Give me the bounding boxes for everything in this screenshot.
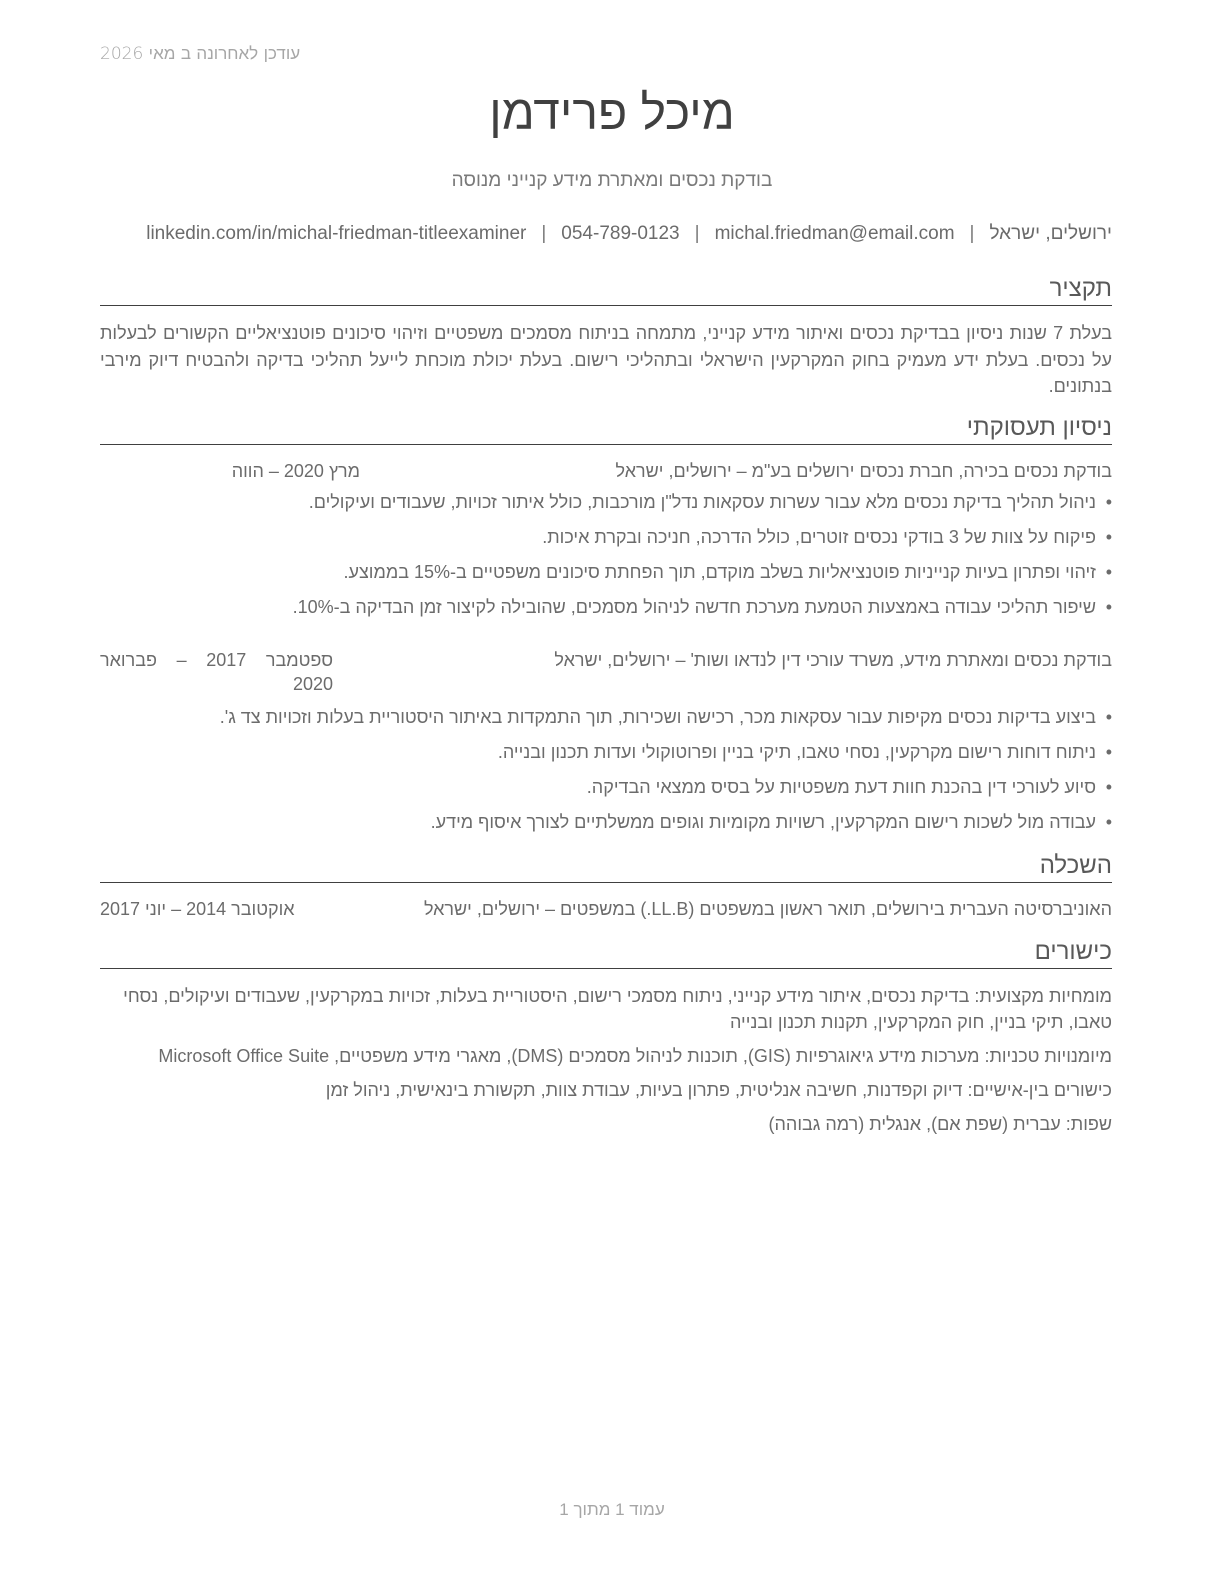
contact-separator: |	[541, 223, 547, 244]
contact-separator: |	[969, 223, 975, 244]
education-heading: השכלה	[100, 851, 1112, 883]
job-entry	[100, 648, 1112, 834]
skill-line: שפות: עברית (שפת אם), אנגלית (רמה גבוהה)	[768, 1114, 1112, 1134]
job-title: בודקת נכסים בכירה, חברת נכסים ירושלים בע"מ – ירושלים, ישראל	[615, 461, 1112, 481]
summary-heading: תקציר	[100, 274, 1112, 306]
job-bullets	[100, 490, 1112, 619]
skills-heading: כישורים	[100, 937, 1112, 969]
contact-location: ירושלים, ישראל	[989, 223, 1112, 244]
job-entry	[100, 459, 1112, 619]
skill-line: מיומנויות טכניות: מערכות מידע גיאוגרפיות (GIS), תוכנות לניהול מסמכים (DMS), מאגרי מידע משפטיים, Microsoft Office Suite	[158, 1046, 1112, 1066]
experience-section	[100, 413, 1112, 834]
bullet-item: • ביצוע בדיקות נכסים מקיפות עבור עסקאות מכר, רכישה ושכירות, תוך התמקדות באיתור היסטוריית בעלות וזכויות צד ג'.	[100, 705, 1096, 729]
job-header	[100, 459, 1112, 483]
education-section	[100, 851, 1112, 921]
job-title: בודקת נכסים ומאתרת מידע, משרד עורכי דין לנדאו ושות' – ירושלים, ישראל	[554, 650, 1112, 670]
summary-section	[100, 274, 1112, 400]
contact-separator: |	[694, 223, 700, 244]
contact-line	[100, 223, 1112, 245]
bullet-item: • ניהול תהליך בדיקת נכסים מלא עבור עשרות עסקאות נדל"ן מורכבות, כולל איתור זכויות, שעבודים ועיקולים.	[100, 490, 1096, 514]
job-dates: ספטמבר 2017 – פברואר 2020	[100, 650, 333, 694]
last-updated: עודכן לאחרונה ב מאי 2026	[100, 44, 301, 64]
bullet-item: • פיקוח על צוות של 3 בודקי נכסים זוטרים, כולל הדרכה, חניכה ובקרת איכות.	[100, 525, 1096, 549]
summary-text: בעלת 7 שנות ניסיון בבדיקת נכסים ואיתור מידע קנייני, מתמחה בניתוח מסמכים משפטיים וזיהוי סיכונים פוטנציאליים הקשורים לבעלות על נכסים. בעלת ידע מעמיק בחוק המקרקעין הישראלי ובתהליכי רישום. בעלת יכולת מוכחת לייעל תהליכי בדיקה ולהבטיח דיוק מירבי בנתונים.	[100, 323, 1112, 396]
page-number: עמוד 1 מתוך 1	[559, 1500, 665, 1519]
candidate-headline: בודקת נכסים ומאתרת מידע קנייני מנוסה	[451, 170, 773, 191]
job-bullets	[100, 705, 1112, 834]
education-entry	[100, 897, 1112, 921]
job-dates: מרץ 2020 – הווה	[231, 461, 360, 481]
education-degree: האוניברסיטה העברית בירושלים, תואר ראשון במשפטים (LL.B.) במשפטים – ירושלים, ישראל	[423, 899, 1112, 919]
contact-email[interactable]: michal.friedman@email.com	[714, 223, 955, 244]
contact-phone[interactable]: 054-789-0123	[561, 223, 680, 244]
bullet-item: • עבודה מול לשכות רישום המקרקעין, רשויות מקומיות וגופים ממשלתיים לצורך איסוף מידע.	[100, 810, 1096, 834]
bullet-item: • סיוע לעורכי דין בהכנת חוות דעת משפטיות על בסיס ממצאי הבדיקה.	[100, 775, 1096, 799]
job-header	[100, 648, 1112, 696]
bullet-item: • ניתוח דוחות רישום מקרקעין, נסחי טאבו, תיקי בניין ופרוטוקולי ועדות תכנון ובנייה.	[100, 740, 1096, 764]
contact-linkedin[interactable]: linkedin.com/in/michal-friedman-titleexaminer	[146, 223, 527, 244]
bullet-item: • שיפור תהליכי עבודה באמצעות הטמעת מערכת חדשה לניהול מסמכים, שהובילה לקיצור זמן הבדיקה ב-10%.	[100, 595, 1096, 619]
education-dates: אוקטובר 2014 – יוני 2017	[100, 899, 295, 919]
skills-section	[100, 937, 1112, 1137]
candidate-name: מיכל פרידמן	[489, 87, 735, 140]
skill-line: כישורים בין-אישיים: דיוק וקפדנות, חשיבה אנליטית, פתרון בעיות, עבודת צוות, תקשורת בינאישית, ניהול זמן	[325, 1080, 1112, 1100]
skill-line: מומחיות מקצועית: בדיקת נכסים, איתור מידע קנייני, ניתוח מסמכי רישום, היסטוריית בעלות, זכויות במקרקעין, שעבודים ועיקולים, נסחי טאבו, תיקי בניין, חוק המקרקעין, תקנות תכנון ובנייה	[123, 986, 1112, 1032]
bullet-item: • זיהוי ופתרון בעיות קנייניות פוטנציאליות בשלב מוקדם, תוך הפחתת סיכונים משפטיים ב-15% בממוצע.	[100, 560, 1096, 584]
experience-heading: ניסיון תעסוקתי	[100, 413, 1112, 445]
